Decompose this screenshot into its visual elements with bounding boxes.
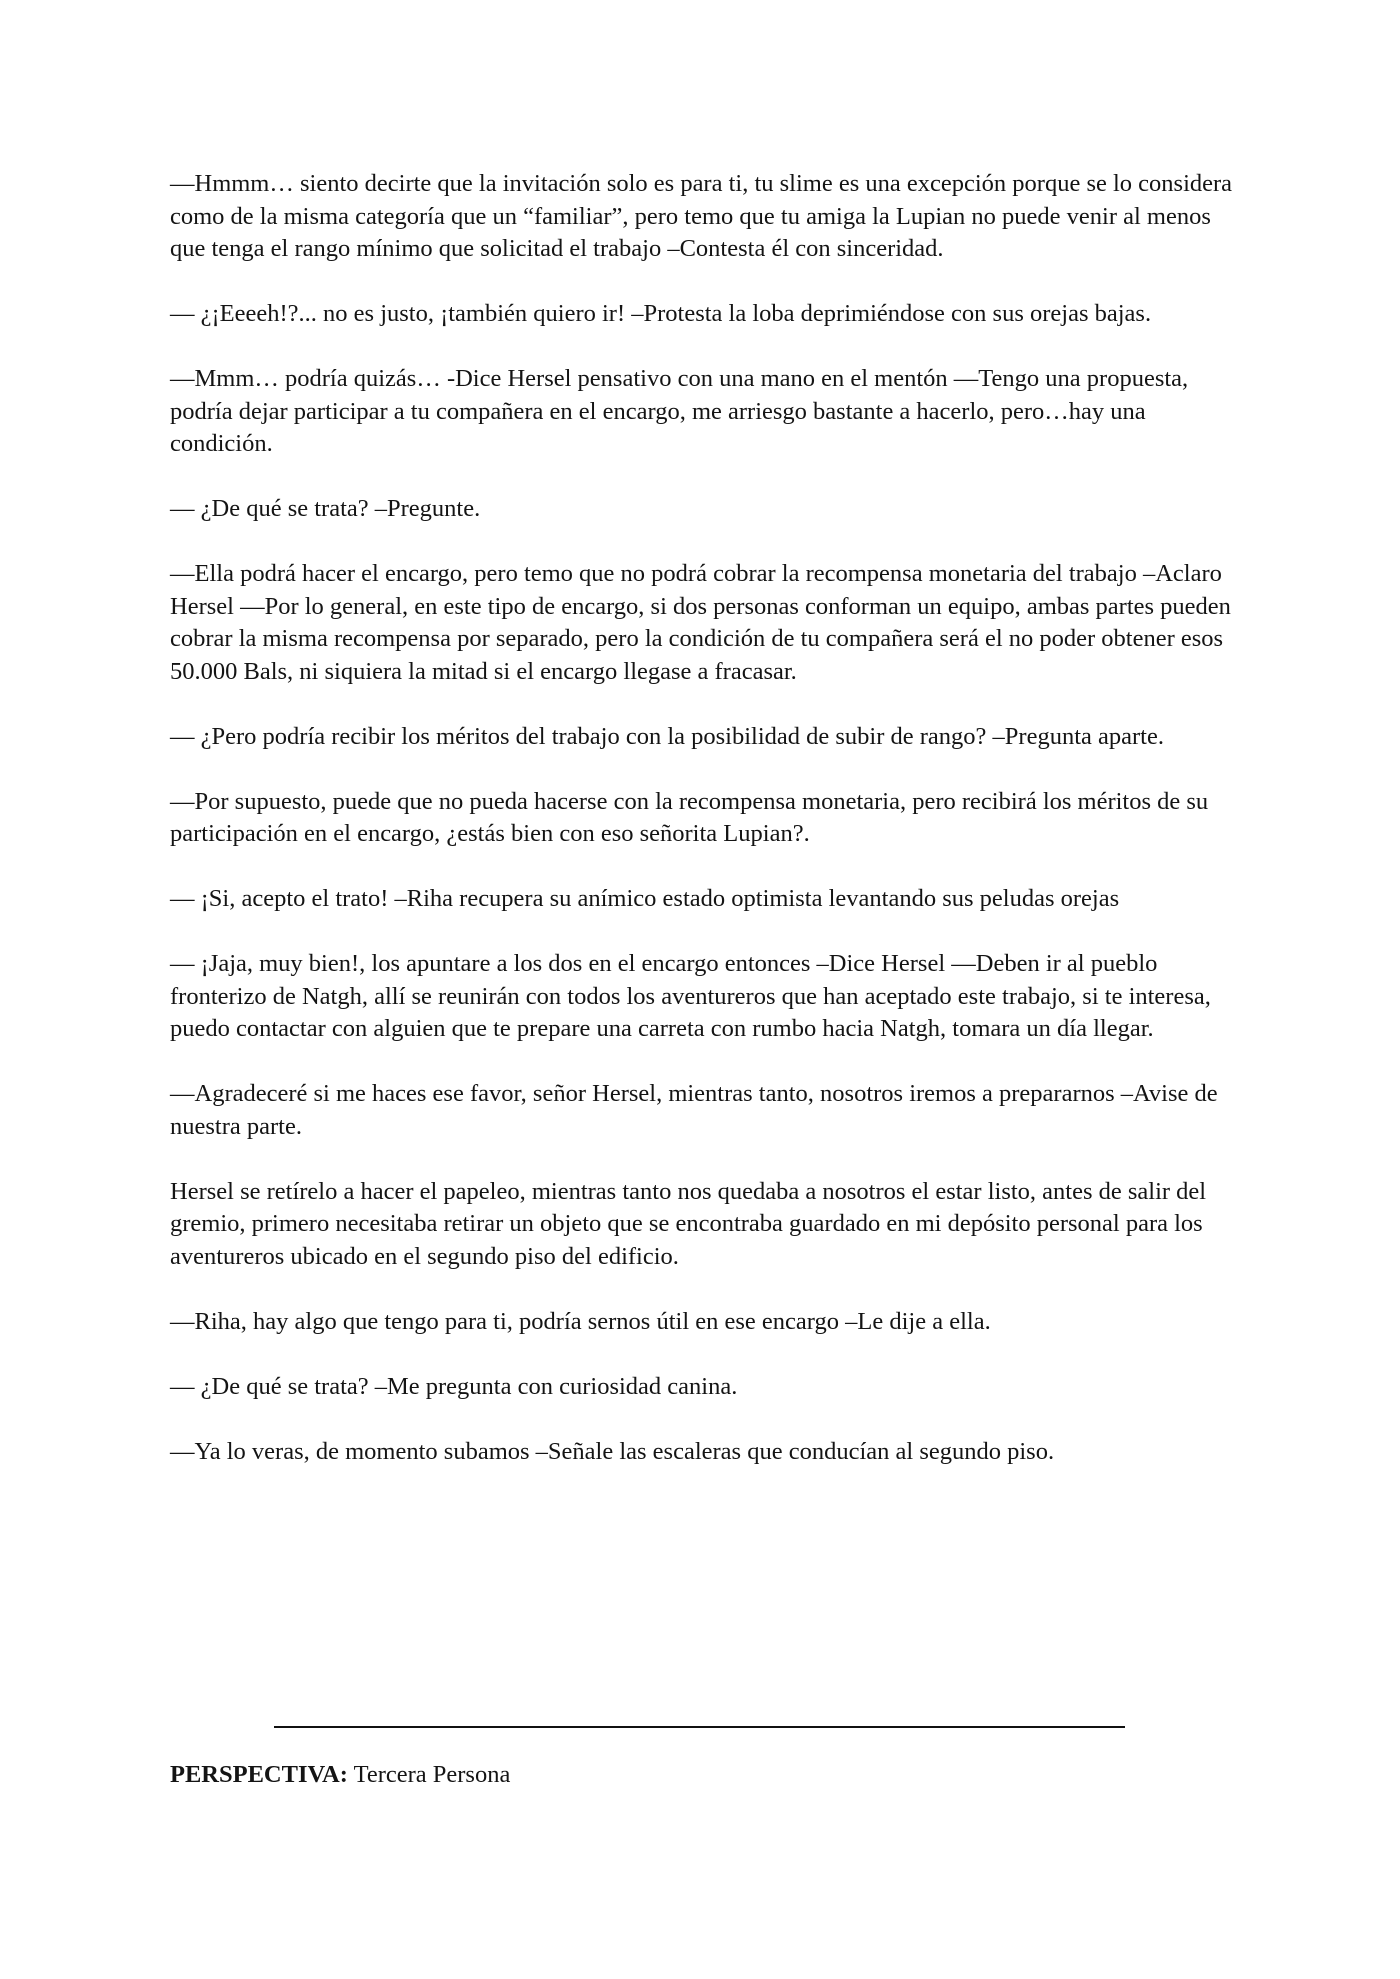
paragraph: — ¿¡Eeeeh!?... no es justo, ¡también quiero ir! –Protesta la loba deprimiéndose con sus orejas bajas. — [170, 300, 1152, 327]
paragraph: — ¿Pero podría recibir los méritos del trabajo con la posibilidad de subir de rango? –Pregunta aparte. — [170, 722, 1164, 750]
paragraph: —Agradeceré si me haces ese favor, señor Hersel, mientras tanto, nosotros iremos a prepararnos –Avise de nuestra parte. — [170, 1080, 1218, 1140]
paragraph: — ¿De qué se trata? –Me pregunta con curiosidad canina. — [170, 1372, 738, 1400]
paragraph: —Mmm… podría quizás… -Dice Hersel pensativo con una mano en el mentón —Tengo una propuesta, podría dejar participar a tu compañera en el encargo, me arriesgo bastante a hacerlo, pero…hay una condición. — [170, 365, 1189, 457]
paragraph: —Hmmm… siento decirte que la invitación solo es para ti, tu slime es una excepción porque se lo considera como de la misma categoría que un “familiar”, pero temo que tu amiga la Lupian no puede venir al menos que tenga el rango mínimo que solicitad el trabajo –Contesta él con sinceridad. — [170, 170, 1233, 262]
paragraph: — ¿De qué se trata? –Pregunte. — [170, 495, 481, 522]
paragraph: —Ella podrá hacer el encargo, pero temo que no podrá cobrar la recompensa monetaria del trabajo –Aclaro Hersel —Por lo general, en este tipo de encargo, si dos personas conforman un equipo, ambas partes pueden cobrar la misma recompensa por separado, pero la condición de tu compañera será el no poder obtener esos 50.000 Bals, ni siquiera la mitad si el encargo llegase a fracasar. — [170, 560, 1231, 685]
paragraph: — ¡Jaja, muy bien!, los apuntare a los dos en el encargo entonces –Dice Hersel —Deben ir al pueblo fronterizo de Natgh, allí se reunirán con todos los aventureros que han aceptado este trabajo, si te interesa, puedo contactar con alguien que te prepare una carreta con rumbo hacia Natgh, tomara un día llegar. — [170, 950, 1211, 1042]
paragraph: — ¡Si, acepto el trato! –Riha recupera su anímico estado optimista levantando sus peludas orejas — [170, 885, 1120, 912]
section-divider — [274, 1726, 1125, 1728]
paragraph: —Riha, hay algo que tengo para ti, podría sernos útil en ese encargo –Le dije a ella. — [170, 1307, 991, 1335]
perspective-label: PERSPECTIVA: — [170, 1761, 348, 1788]
paragraph: —Por supuesto, puede que no pueda hacerse con la recompensa monetaria, pero recibirá los méritos de su participación en el encargo, ¿estás bien con eso señorita Lupian?. — [170, 787, 1209, 847]
paragraph: Hersel se retírelo a hacer el papeleo, mientras tanto nos quedaba a nosotros el estar listo, antes de salir del gremio, primero necesitaba retirar un objeto que se encontraba guardado en mi depósito personal para los aventureros ubicado en el segundo piso del edificio. — [170, 1177, 1207, 1270]
paragraph: —Ya lo veras, de momento subamos –Señale las escaleras que conducían al segundo piso. — [170, 1437, 1055, 1465]
document-body — [170, 168, 1250, 1501]
perspective-value: Tercera Persona — [353, 1761, 511, 1788]
perspective-line — [170, 1759, 510, 1792]
